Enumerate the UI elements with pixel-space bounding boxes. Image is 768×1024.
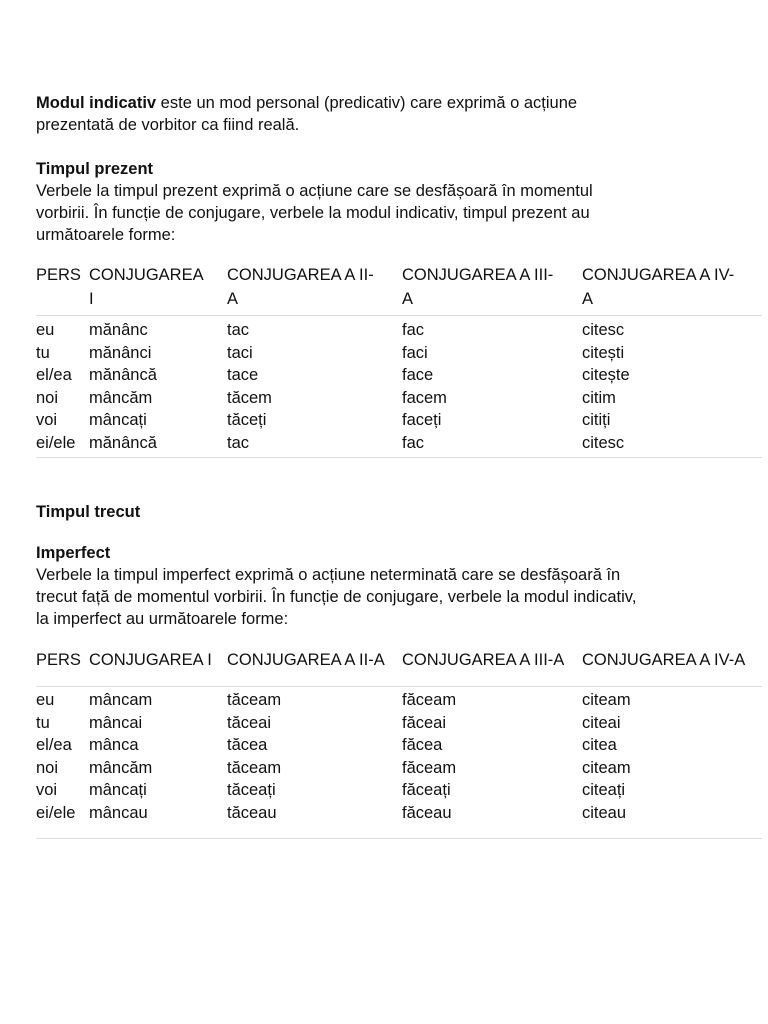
table-row bbox=[36, 409, 762, 432]
cell-conj-2: tăceau bbox=[227, 803, 277, 822]
cell-conj-4: citesc bbox=[582, 321, 625, 339]
cell-conj-1: mănâncă bbox=[89, 366, 157, 384]
cell-pers: tu bbox=[36, 713, 50, 732]
imperfect-line-3: la imperfect au următoarele forme: bbox=[36, 610, 289, 628]
cell-conj-3: făceau bbox=[402, 803, 452, 822]
cell-pers: eu bbox=[36, 691, 55, 709]
table-row bbox=[36, 432, 762, 458]
cell-pers: el/ea bbox=[36, 366, 72, 384]
col-header-conj-4: CONJUGAREA A IV-A bbox=[582, 651, 746, 669]
cell-conj-4: citiți bbox=[582, 411, 611, 429]
cell-conj-1: mâncăm bbox=[89, 758, 153, 777]
past-heading: Timpul trecut bbox=[36, 503, 141, 521]
col-header-conj-1: CONJUGAREA I bbox=[89, 651, 212, 669]
col-header-conj-2: CONJUGAREA A II-A bbox=[227, 651, 385, 669]
present-line-1: Verbele la timpul prezent exprimă o acțiune care se desfășoară în momentul bbox=[36, 182, 593, 200]
table-row bbox=[36, 316, 762, 342]
table-row bbox=[36, 757, 762, 780]
cell-conj-2: tăceam bbox=[227, 691, 282, 709]
imperfect-line-1: Verbele la timpul imperfect exprimă o acțiune neterminată care se desfășoară în bbox=[36, 566, 621, 584]
present-line-2: vorbirii. În funcție de conjugare, verbele la modul indicativ, timpul prezent au bbox=[36, 204, 590, 222]
cell-pers: ei/ele bbox=[36, 433, 76, 452]
cell-conj-2: tace bbox=[227, 366, 259, 384]
col-header-conj-1: CONJUGAREA I bbox=[89, 266, 204, 308]
table-row bbox=[36, 387, 762, 410]
cell-conj-2: tăceați bbox=[227, 781, 276, 799]
cell-pers: ei/ele bbox=[36, 803, 76, 822]
cell-pers: noi bbox=[36, 758, 59, 777]
table-row bbox=[36, 687, 762, 712]
cell-conj-2: tăceți bbox=[227, 411, 267, 429]
cell-conj-1: mâncam bbox=[89, 691, 153, 709]
cell-pers: tu bbox=[36, 343, 50, 362]
col-header-conj-4: CONJUGAREA A IV- A bbox=[582, 266, 735, 308]
cell-conj-4: citea bbox=[582, 736, 617, 754]
cell-pers: noi bbox=[36, 388, 59, 407]
table-row bbox=[36, 734, 762, 757]
cell-conj-2: tac bbox=[227, 433, 250, 452]
intro-text-line1: este un mod personal (predicativ) care exprimă o acțiune bbox=[156, 94, 578, 112]
cell-conj-3: fac bbox=[402, 321, 425, 339]
intro-term: Modul indicativ bbox=[36, 94, 157, 112]
imperfect-paragraph bbox=[36, 564, 762, 630]
col-header-conj-2: CONJUGAREA A II- A bbox=[227, 266, 374, 308]
cell-conj-4: citeai bbox=[582, 713, 621, 732]
imperfect-conjugation-table bbox=[36, 648, 762, 839]
cell-conj-3: făcea bbox=[402, 736, 443, 754]
cell-conj-4: citești bbox=[582, 343, 625, 362]
cell-conj-3: face bbox=[402, 366, 434, 384]
cell-conj-3: făceai bbox=[402, 713, 447, 732]
intro-text-line2: prezentată de vorbitor ca fiind reală. bbox=[36, 116, 300, 134]
col-header-conj-3: CONJUGAREA A III-A bbox=[402, 651, 565, 669]
table-row bbox=[36, 779, 762, 802]
cell-conj-1: mănânci bbox=[89, 343, 152, 362]
col-header-conj-3: CONJUGAREA A III- A bbox=[402, 266, 554, 308]
table-row bbox=[36, 364, 762, 387]
intro-paragraph bbox=[36, 92, 762, 136]
cell-pers: eu bbox=[36, 321, 55, 339]
cell-conj-4: citeam bbox=[582, 691, 631, 709]
cell-conj-3: facem bbox=[402, 388, 447, 407]
cell-pers: voi bbox=[36, 411, 58, 429]
table-row bbox=[36, 712, 762, 735]
col-header-pers: PERS bbox=[36, 266, 81, 284]
cell-conj-1: mâncați bbox=[89, 781, 147, 799]
cell-conj-1: mânca bbox=[89, 736, 139, 754]
cell-conj-2: tăcem bbox=[227, 388, 272, 407]
cell-conj-3: făceați bbox=[402, 781, 451, 799]
cell-conj-1: mâncăm bbox=[89, 388, 153, 407]
imperfect-subheading: Imperfect bbox=[36, 544, 111, 562]
present-line-3: următoarele forme: bbox=[36, 226, 176, 244]
cell-conj-1: mănâncă bbox=[89, 433, 157, 452]
cell-conj-2: taci bbox=[227, 343, 253, 362]
cell-conj-4: citeați bbox=[582, 781, 626, 799]
cell-conj-2: tăceam bbox=[227, 758, 282, 777]
document-page bbox=[36, 92, 762, 839]
cell-conj-1: mănânc bbox=[89, 321, 148, 339]
cell-conj-3: faci bbox=[402, 343, 428, 362]
cell-conj-1: mâncați bbox=[89, 411, 147, 429]
present-heading: Timpul prezent bbox=[36, 160, 154, 178]
cell-conj-4: citesc bbox=[582, 433, 625, 452]
imperfect-line-2: trecut față de momentul vorbirii. În funcție de conjugare, verbele la modul indicativ, bbox=[36, 588, 637, 606]
col-header-pers: PERS bbox=[36, 651, 81, 669]
present-conjugation-table bbox=[36, 263, 762, 458]
present-paragraph bbox=[36, 180, 762, 246]
cell-conj-4: citeam bbox=[582, 758, 631, 777]
cell-conj-3: făceam bbox=[402, 758, 457, 777]
cell-conj-4: citește bbox=[582, 366, 630, 384]
cell-pers: el/ea bbox=[36, 736, 72, 754]
cell-conj-1: mâncau bbox=[89, 803, 148, 822]
cell-conj-2: tac bbox=[227, 321, 250, 339]
cell-conj-4: citim bbox=[582, 388, 616, 407]
cell-conj-1: mâncai bbox=[89, 713, 143, 732]
cell-conj-2: tăcea bbox=[227, 736, 268, 754]
cell-conj-2: tăceai bbox=[227, 713, 272, 732]
cell-conj-4: citeau bbox=[582, 803, 627, 822]
cell-pers: voi bbox=[36, 781, 58, 799]
table-row bbox=[36, 342, 762, 365]
cell-conj-3: făceam bbox=[402, 691, 457, 709]
cell-conj-3: faceți bbox=[402, 411, 442, 429]
cell-conj-3: fac bbox=[402, 433, 425, 452]
table-row bbox=[36, 802, 762, 839]
